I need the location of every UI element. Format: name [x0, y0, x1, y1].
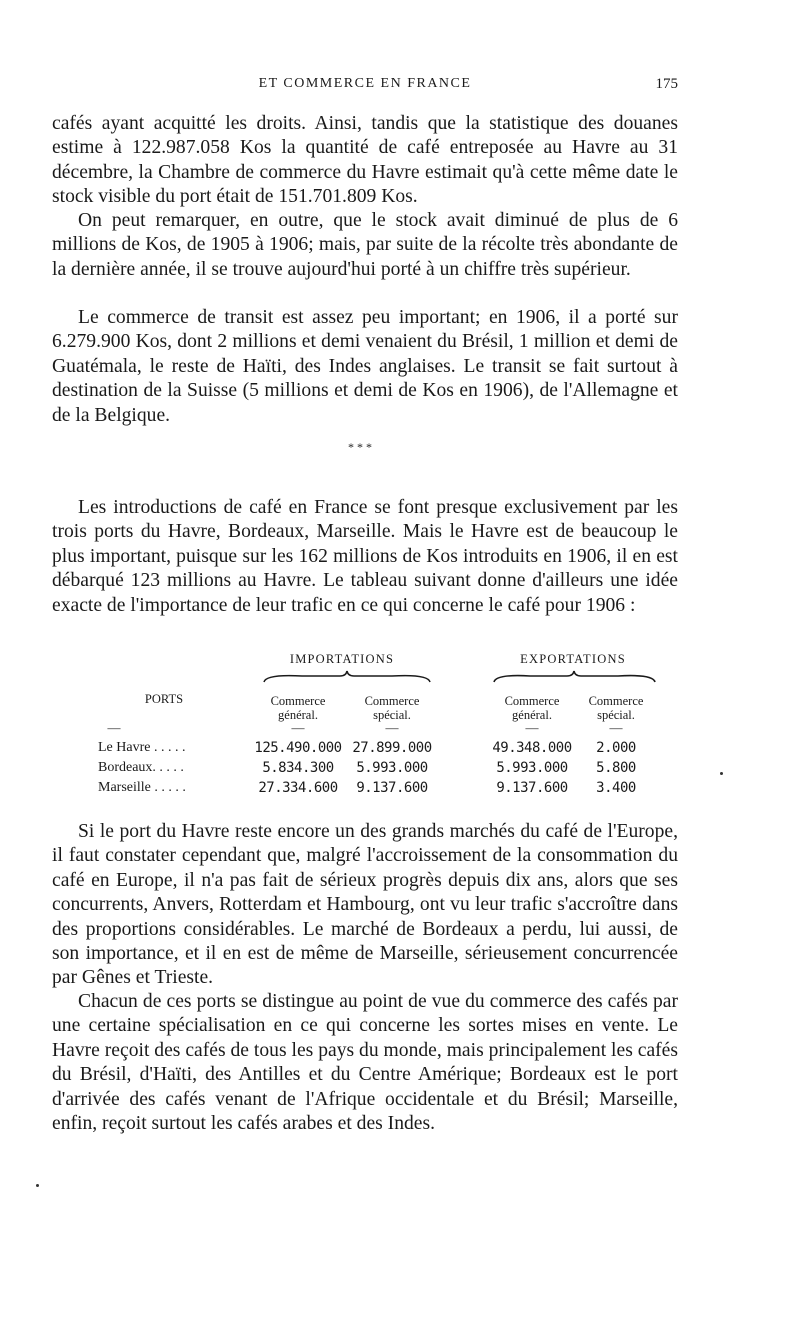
paragraph-specialisation: Chacun de ces ports se distingue au point de vue du commerce des cafés par une certaine spécialisation en ce qui concerne les sortes mises en vente. Le Havre reçoit des cafés de tous les pays du monde, mais principalement les cafés du Brésil, d'Haïti, des Antilles et du Centre Amérique; Bordeaux est le port d'arrivée des cafés venant de l'Afrique occidentale et du Brésil; Marseille, enfin, reçoit surtout les cafés arabes et des Indes. [52, 991, 678, 1135]
dash-import-special: — [385, 720, 399, 735]
row-import-general: 27.334.600 [258, 780, 338, 796]
row-import-special: 9.137.600 [356, 780, 428, 796]
ports-table [52, 652, 678, 802]
paragraph-transit: Le commerce de transit est assez peu important; en 1906, il a porté sur 6.279.900 Kos, dont 2 millions et demi venaient du Brésil, 1 million et demi de Guatémala, le reste de Haïti, des Indes anglaises. Le transit se fait surtout à destination de la Suisse (5 millions et demi de Kos en 1906), de l'Allemagne et de la Belgique. [52, 307, 678, 426]
separator-stars: * * * [348, 440, 372, 454]
row-import-special: 27.899.000 [352, 740, 432, 756]
row-port-name: Marseille . . . . . [98, 780, 186, 795]
col-header-export-special: Commerce spécial. [588, 694, 644, 722]
group-exportations: EXPORTATIONS [520, 652, 626, 666]
row-port-name: Le Havre . . . . . [98, 740, 186, 755]
group-importations: IMPORTATIONS [289, 652, 395, 666]
row-import-general: 5.834.300 [262, 760, 334, 776]
importations-brace [262, 670, 432, 684]
col-header-import-general: Commerce général. [270, 694, 326, 722]
dash-export-general: — [525, 720, 539, 735]
row-export-special: 5.800 [596, 760, 636, 776]
paragraph-stock: On peut remarquer, en outre, que le stock avait diminué de plus de 6 millions de Kos, de 1905 à 1906; mais, par suite de la récolte très abondante de la dernière année, il se trouve aujourd'hui porté à un chiffre très supérieur. [52, 210, 678, 280]
col-header-import-special: Commerce spécial. [364, 694, 420, 722]
col-header-export-general: Commerce général. [504, 694, 560, 722]
dash-export-special: — [609, 720, 623, 735]
row-export-general: 49.348.000 [492, 740, 572, 756]
paragraph-continuation: cafés ayant acquitté les droits. Ainsi, tandis que la statistique des douanes estime à 122.987.058 Kos la quantité de café entreposée au Havre au 31 décembre, la Chambre de commerce du Havre estimait qu'à cette même date le stock visible du port était de 151.701.809 Kos. [52, 113, 678, 208]
section-separator [340, 442, 380, 472]
row-import-special: 5.993.000 [356, 760, 428, 776]
paragraph-introductions: Les introductions de café en France se font presque exclusivement par les trois ports du Havre, Bordeaux, Marseille. Mais le Havre est de beaucoup le plus important, puisque sur les 162 millions de Kos introduits en 1906, il en est débarqué 123 millions au Havre. Le tableau suivant donne d'ailleurs une idée exacte de l'importance de leur trafic en ce qui concerne le café pour 1906 : [52, 497, 678, 616]
page-header [52, 76, 678, 96]
row-export-general: 5.993.000 [496, 760, 568, 776]
running-title: ET COMMERCE EN FRANCE [258, 76, 472, 91]
exportations-brace [492, 670, 657, 684]
dash-import-general: — [291, 720, 305, 735]
page-number: 175 [655, 76, 678, 92]
row-port-name: Bordeaux. . . . . [98, 760, 184, 775]
row-export-special: 2.000 [596, 740, 636, 756]
print-speck [36, 1184, 39, 1187]
paragraph-havre-market: Si le port du Havre reste encore un des grands marchés du café de l'Europe, il faut constater cependant que, malgré l'accroissement de la consommation du café en Europe, il n'a pas fait de sérieux progrès depuis dix ans, alors que ses concurrents, Anvers, Rotterdam et Hambourg, ont vu leur trafic s'accroître dans des proportions considérables. Le marché de Bordeaux a perdu, lui aussi, de son importance, et il en est de même de Marseille, sérieusement concurrencée par Gênes et Trieste. [52, 821, 678, 989]
dash-ports: — [107, 720, 121, 735]
print-speck [720, 772, 723, 775]
col-header-ports: PORTS [144, 692, 184, 706]
row-export-special: 3.400 [596, 780, 636, 796]
row-import-general: 125.490.000 [254, 740, 342, 756]
row-export-general: 9.137.600 [496, 780, 568, 796]
